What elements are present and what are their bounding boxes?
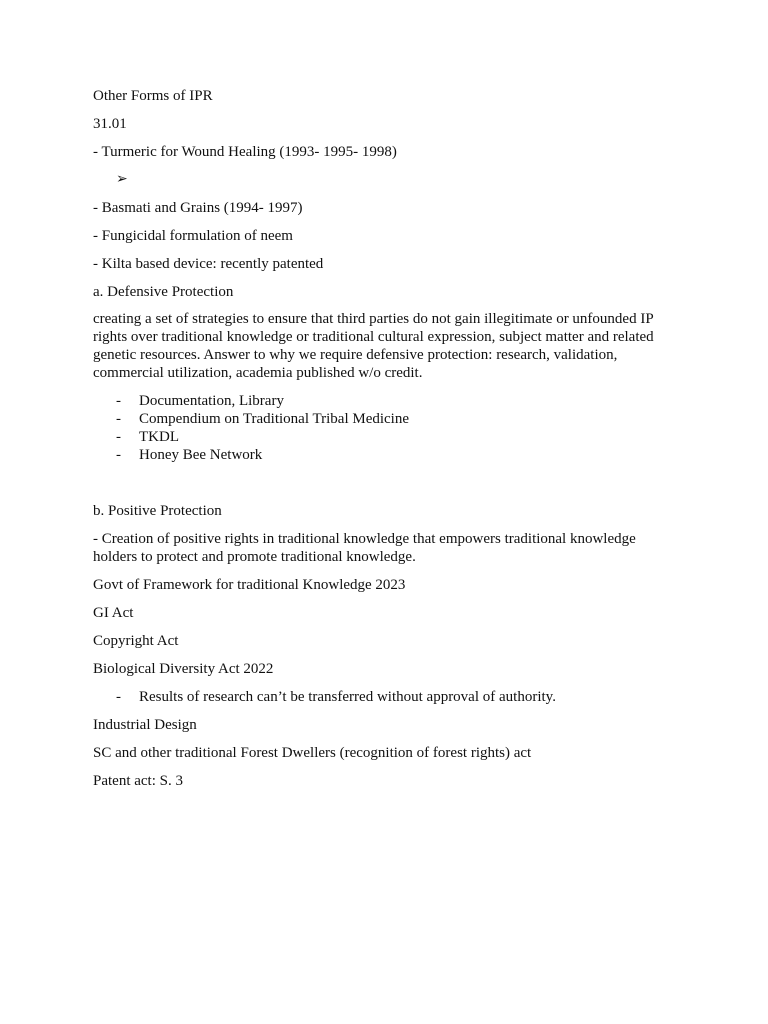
- example-kilta: - Kilta based device: recently patented: [93, 256, 324, 272]
- copyright-act-line: Copyright Act: [93, 633, 179, 649]
- arrow-bullet-icon: ➢: [116, 172, 128, 187]
- example-basmati: - Basmati and Grains (1994- 1997): [93, 200, 303, 216]
- list-item: [0, 428, 700, 446]
- list-item-text: Compendium on Traditional Tribal Medicine: [139, 411, 410, 427]
- list-bullet: -: [116, 411, 121, 427]
- doc-date: 31.01: [93, 116, 127, 132]
- list-bullet: -: [116, 689, 121, 705]
- list-bullet: -: [116, 393, 121, 409]
- framework-line: Govt of Framework for traditional Knowledge 2023: [93, 577, 406, 593]
- forest-act-line: SC and other traditional Forest Dwellers (recognition of forest rights) act: [93, 745, 532, 761]
- list-item-text: Honey Bee Network: [139, 447, 263, 463]
- list-item-text: Results of research can’t be transferred without approval of authority.: [139, 689, 556, 705]
- list-bullet: -: [116, 447, 121, 463]
- list-item-text: Documentation, Library: [139, 393, 284, 409]
- positive-heading: b. Positive Protection: [93, 503, 222, 519]
- biodiversity-act-line: Biological Diversity Act 2022: [93, 661, 274, 677]
- list-item-text: TKDL: [139, 429, 179, 445]
- patent-act-line: Patent act: S. 3: [93, 773, 183, 789]
- example-turmeric: - Turmeric for Wound Healing (1993- 1995- 1998): [93, 144, 397, 160]
- list-item: [0, 446, 700, 464]
- gi-act-line: GI Act: [93, 605, 134, 621]
- list-bullet: -: [116, 429, 121, 445]
- defensive-body: creating a set of strategies to ensure that third parties do not gain illegitimate or unfounded IP rights over traditional knowledge or traditional cultural expression, subject matter and related genetic resources. Answer to why we require defensive protection: research, validation, commercial utilization, academia published w/o credit.: [93, 311, 654, 381]
- list-item: [0, 688, 700, 706]
- example-neem: - Fungicidal formulation of neem: [93, 228, 293, 244]
- doc-title: Other Forms of IPR: [93, 88, 213, 104]
- positive-body: - Creation of positive rights in traditional knowledge that empowers traditional knowledge holders to protect and promote traditional knowledge.: [93, 531, 636, 565]
- list-item: [0, 392, 700, 410]
- industrial-design-line: Industrial Design: [93, 717, 197, 733]
- list-item: [0, 410, 700, 428]
- defensive-heading: a. Defensive Protection: [93, 284, 234, 300]
